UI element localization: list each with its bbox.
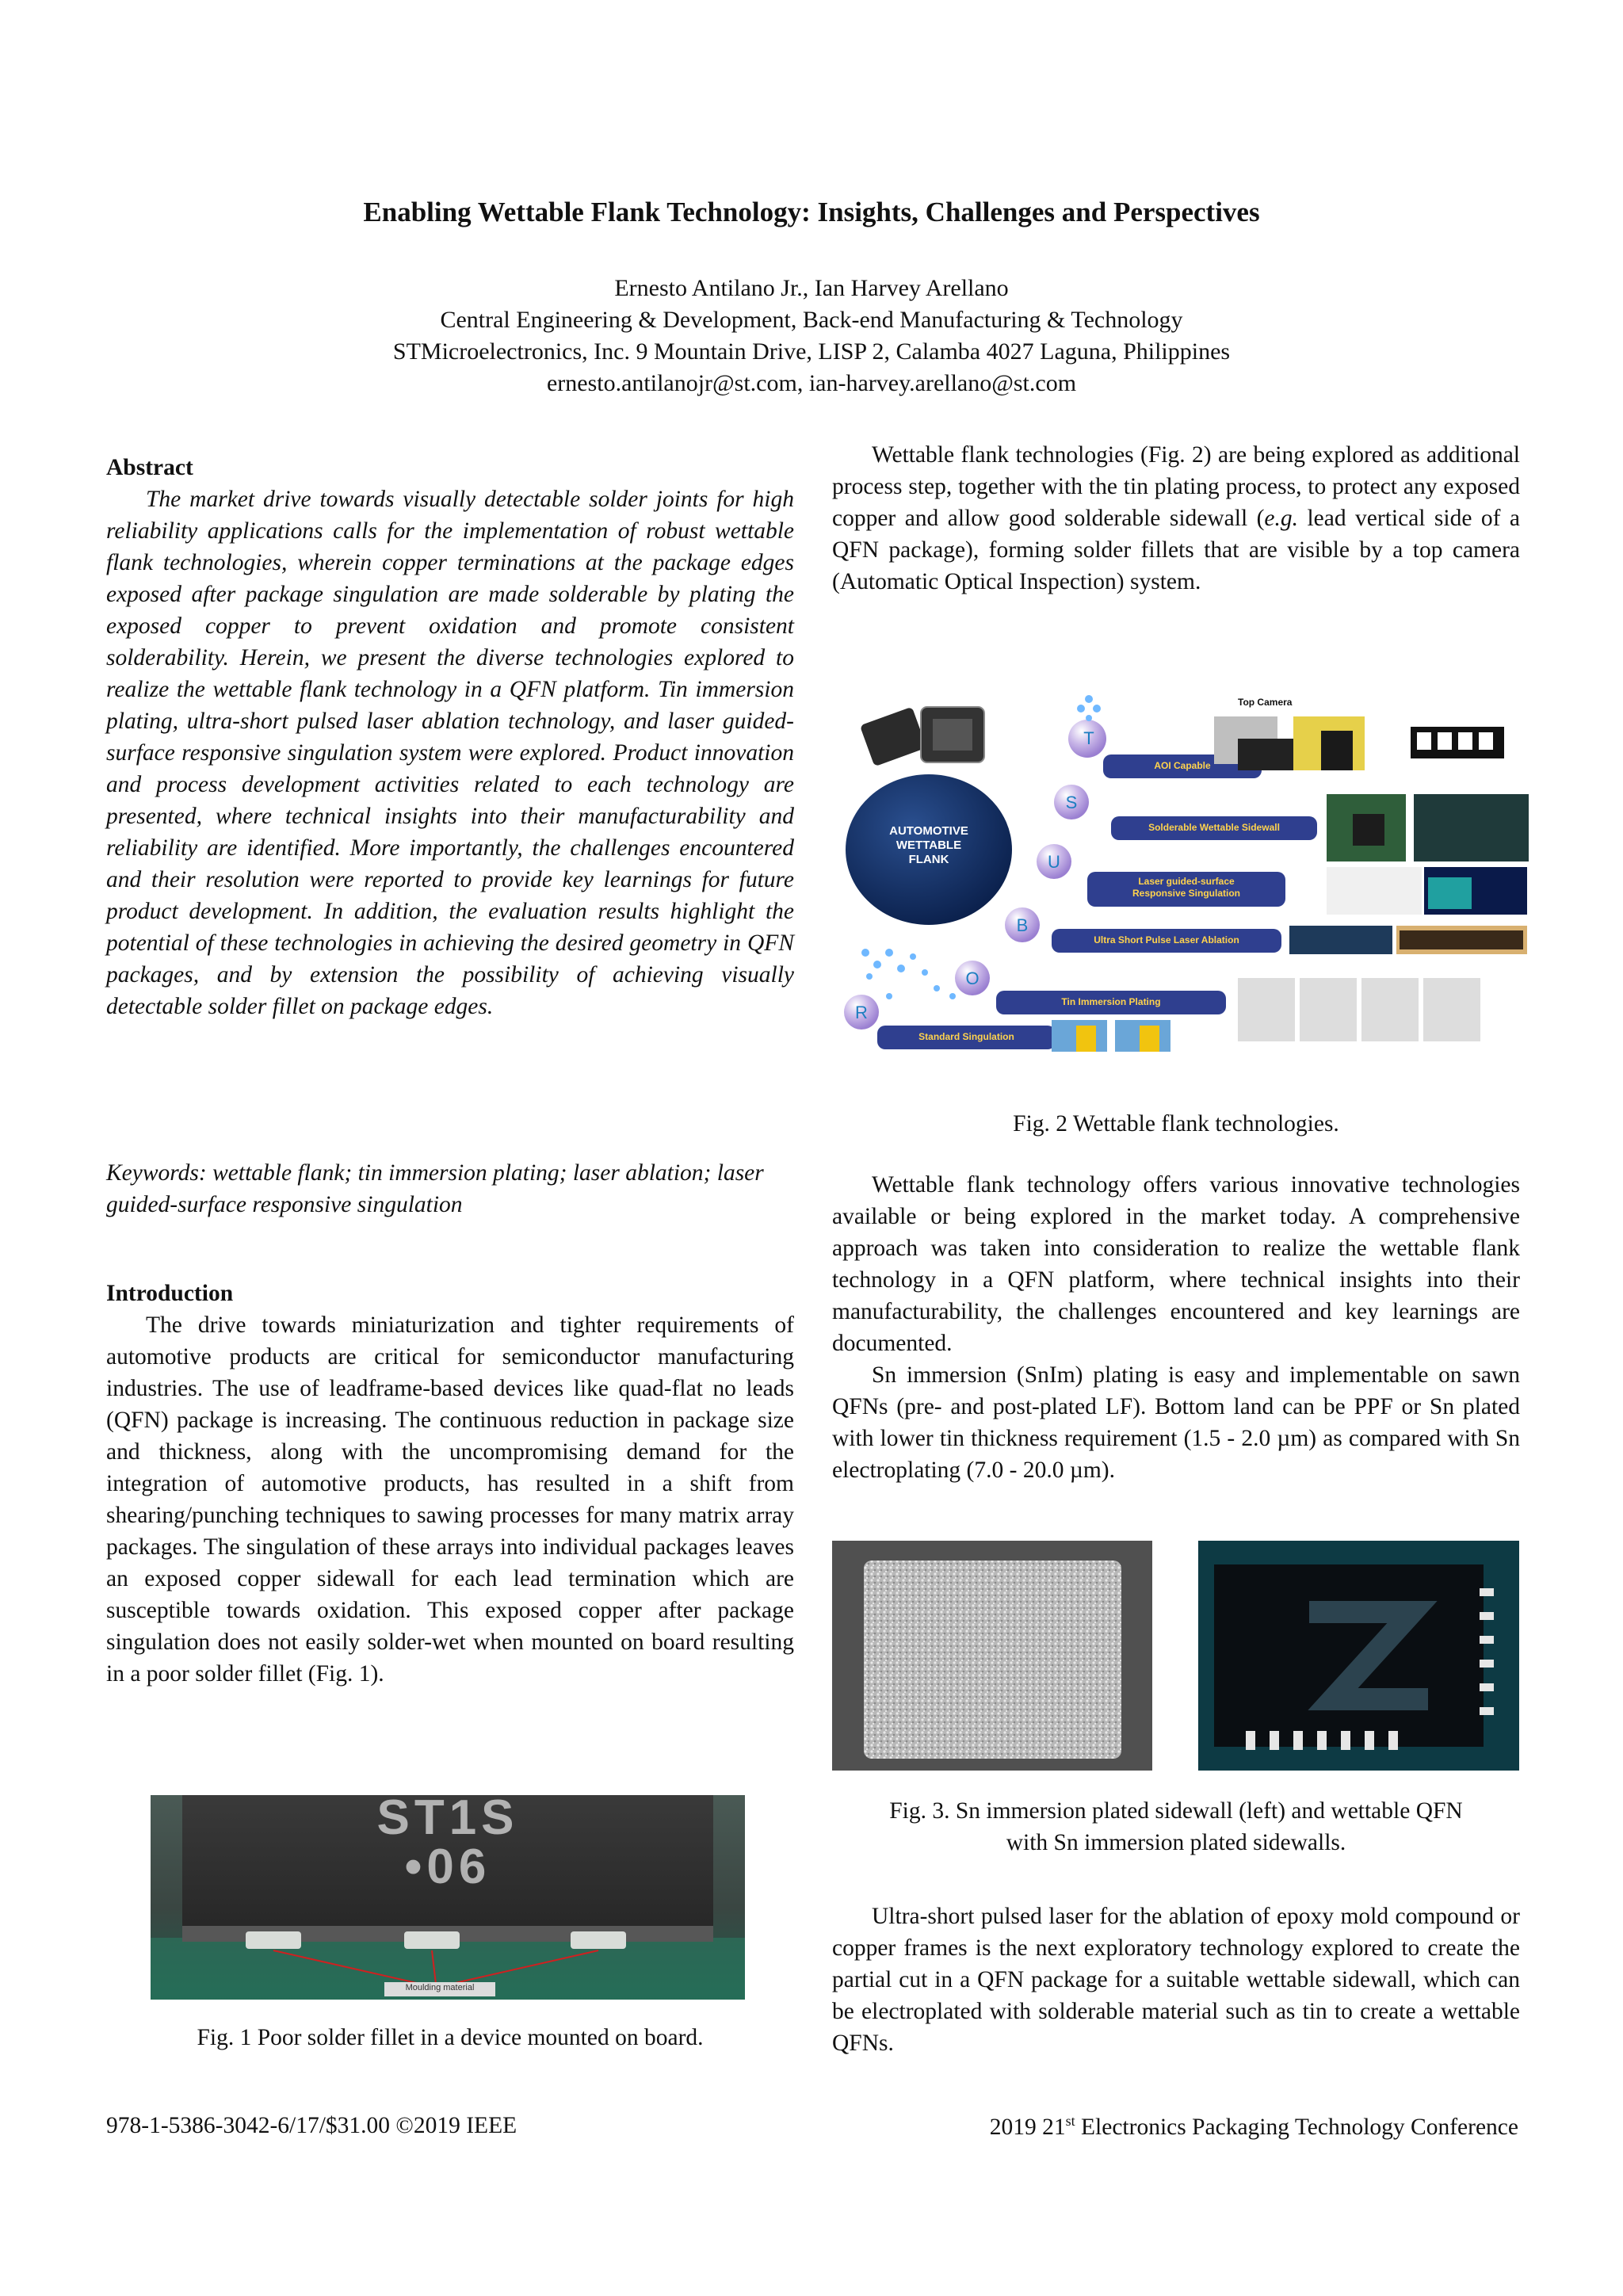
figure-3-left-image: [832, 1541, 1152, 1771]
fig2-bar-standard: Standard Singulation: [918, 1031, 1014, 1042]
abstract-heading: Abstract: [106, 455, 193, 480]
figure-3-caption: Fig. 3. Sn immersion plated sidewall (left) and wettable QFN with Sn immersion plated sidewalls.: [889, 1798, 1463, 1855]
figure-2-caption: Fig. 2 Wettable flank technologies.: [1013, 1111, 1339, 1137]
sn-immersion-paragraph: Sn immersion (SnIm) plating is easy and implementable on sawn QFNs (pre- and post-plated LF). Bottom land can be PPF or Sn plated with lower tin thickness requirement (1.5 - 2.0 µm) as compared with Sn electroplating (7.0 - 20.0 µm).: [832, 1362, 1520, 1483]
fig2-center-label: AUTOMOTIVE WETTABLE FLANK: [889, 824, 968, 866]
fig2-top-camera-label: Top Camera: [1238, 697, 1293, 708]
figure-3-right-image: [1198, 1541, 1519, 1771]
ultra-short-laser-paragraph: Ultra-short pulsed laser for the ablation of epoxy mold compound or copper frames is the next exploratory technology explored to create the partial cut in a QFN package for a suitable wettable sidewall, which can be electroplated with solderable material such as tin to create a wettable QFNs.: [832, 1904, 1520, 2056]
footer-right: 2019 21st Electronics Packaging Technology Conference: [989, 2113, 1518, 2140]
fig2-letter-o: O: [965, 968, 980, 988]
fig2-letter-u: U: [1048, 852, 1060, 872]
fig2-bar-laser-guided: Laser guided-surface Responsive Singulation: [1132, 876, 1241, 899]
fig2-bar-tin-immersion: Tin Immersion Plating: [1061, 996, 1161, 1007]
fig2-bar-aoi: AOI Capable: [1154, 760, 1211, 771]
footer-left: 978-1-5386-3042-6/17/$31.00 ©2019 IEEE: [106, 2113, 517, 2138]
author-address: STMicroelectronics, Inc. 9 Mountain Drive, LISP 2, Calamba 4027 Laguna, Philippines: [392, 338, 1231, 365]
right-laser-section: [832, 1901, 1520, 2059]
fig2-letter-b: B: [1016, 915, 1029, 935]
paper-title: Enabling Wettable Flank Technology: Insights, Challenges and Perspectives: [363, 197, 1260, 227]
introduction-section: [106, 1278, 794, 1690]
fig2-letter-t: T: [1083, 728, 1094, 748]
author-department: Central Engineering & Development, Back-end Manufacturing & Technology: [440, 307, 1183, 333]
figure-2-image: [842, 683, 1531, 1052]
figure-1-image: [151, 1795, 745, 2000]
marking-line-1: ST1S: [376, 1795, 519, 1845]
introduction-text: The drive towards miniaturization and tighter requirements of automotive products are critical for semiconductor manufacturing industries. The use of leadframe-based devices like quad-flat no leads (QFN) package is increasing. The continuous reduction in package size and thickness, along with the uncompromising demand for the integration of automotive products, has resulted in a shift from shearing/punching techniques to sawing processes for many matrix array packages. The singulation of these arrays into individual packages leaves an exposed copper sidewall for each lead termination which are susceptible towards oxidation. This exposed copper after package singulation does not easily solder-wet when mounted on board resulting in a poor solder fillet (Fig. 1).: [106, 1312, 794, 1687]
abstract-text: The market drive towards visually detectable solder joints for high reliability applications calls for the implementation of robust wettable flank technologies, wherein copper terminations at the package edges exposed after package singulation are made solderable by plating the exposed copper to prevent oxidation and promote consistent solderability. Herein, we present the diverse technologies explored to realize the wettable flank technology in a QFN platform. Tin immersion plating, ultra-short pulsed laser ablation technology, and laser guided-surface responsive singulation system were explored. Product innovation and process development activities related to each technology are presented, where technical insights into their manufacturability and reliability are identified. More importantly, the challenges encountered and their resolution were reported to provide key learnings for future product development. In addition, the evaluation results highlight the potential of these technologies in achieving the desired geometry in QFN packages, and by extension the possibility of achieving visually detectable solder fillet on package edges.: [106, 487, 794, 1019]
author-names: Ernesto Antilano Jr., Ian Harvey Arellano: [614, 275, 1009, 301]
author-emails: ernesto.antilanojr@st.com, ian-harvey.arellano@st.com: [546, 370, 1077, 396]
abstract-section: [106, 452, 794, 1022]
introduction-heading: Introduction: [106, 1281, 234, 1306]
fig2-letter-s: S: [1065, 793, 1078, 812]
right-intro-section: [832, 439, 1520, 598]
moulding-material-label: Moulding material: [405, 1983, 475, 1992]
keywords: Keywords: wettable flank; tin immersion plating; laser ablation; laser guided-surface responsive singulation: [106, 1160, 764, 1217]
comprehensive-approach-paragraph: Wettable flank technology offers various innovative technologies available or being explored in the market today. A comprehensive approach was taken into consideration to realize the wettable flank technology in a QFN platform, where technical insights into their manufacturability, the challenges encountered and key learnings are documented.: [832, 1172, 1520, 1356]
fig2-bar-ultra-short: Ultra Short Pulse Laser Ablation: [1094, 934, 1239, 946]
fig2-bar-solderable: Solderable Wettable Sidewall: [1148, 822, 1280, 833]
marking-line-2: •06: [404, 1839, 491, 1894]
author-block: [0, 273, 1623, 399]
figure-1-caption: Fig. 1 Poor solder fillet in a device mounted on board.: [197, 2025, 704, 2050]
fig2-letter-r: R: [855, 1003, 868, 1022]
right-body-section: [832, 1169, 1520, 1486]
wettable-flank-intro-paragraph: Wettable flank technologies (Fig. 2) are being explored as additional process step, together with the tin plating process, to protect any exposed copper and allow good solderable sidewall (e.g. lead vertical side of a QFN package), forming solder fillets that are visible by a top camera (Automatic Optical Inspection) system.: [832, 442, 1520, 594]
